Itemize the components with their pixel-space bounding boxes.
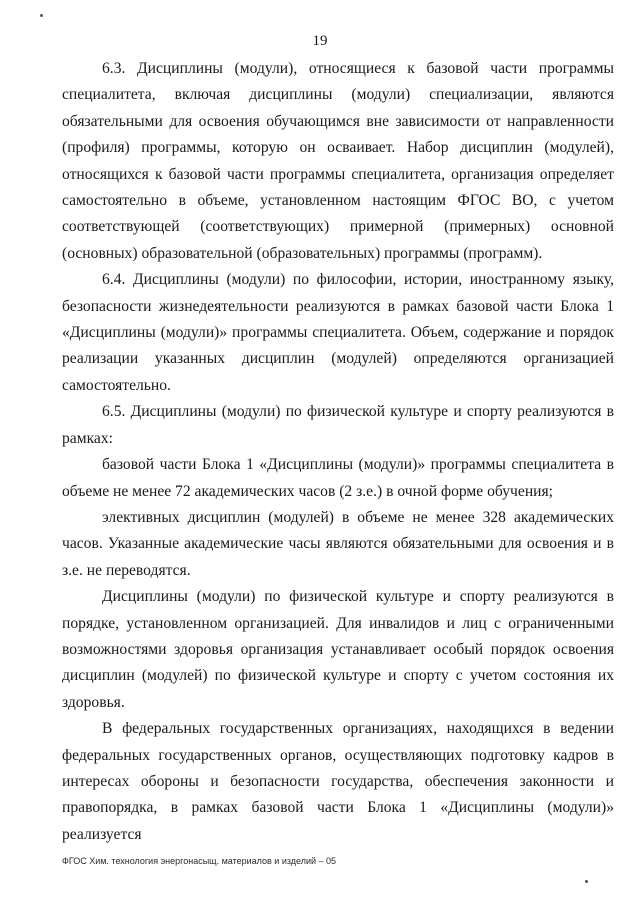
scan-speck (585, 880, 588, 883)
scan-speck (40, 14, 43, 17)
page-number: 19 (312, 33, 328, 49)
document-body (62, 56, 614, 848)
paragraph-federal-organizations: В федеральных государственных организациях, находящихся в ведении федеральных государственных органов, осуществляющих подготовку кадров в интересах обороны и безопасности государства, обеспечения законности и правопорядка, в рамках базовой части Блока 1 «Дисциплины (модули)» реализуется (62, 720, 614, 843)
document-footer: ФГОС Хим. технология энергонасыщ. материалов и изделий – 05 (62, 856, 337, 866)
paragraph-basic-part-hours: базовой части Блока 1 «Дисциплины (модули)» программы специалитета в объеме не менее 72 академических часов (2 з.е.) в очной форме обучения; (62, 456, 614, 500)
paragraph-6-3: 6.3. Дисциплины (модули), относящиеся к базовой части программы специалитета, включая дисциплины (модули) специализации, являются обязательными для освоения обучающимся вне зависимости от направленности (профиля) программы, которую он осваивает. Набор дисциплин (модулей), относящихся к базовой части программы специалитета, организация определяет самостоятельно в объеме, установленном настоящим ФГОС ВО, с учетом соответствующей (соответствующих) примерной (примерных) основной (основных) образовательной (образовательных) программы (программ). (62, 60, 614, 262)
paragraph-disabled-persons: Дисциплины (модули) по физической культуре и спорту реализуются в порядке, установленном организацией. Для инвалидов и лиц с ограниченными возможностями здоровья организация устанавливает особый порядок освоения дисциплин (модулей) по физической культуре и спорту с учетом состояния их здоровья. (62, 588, 614, 711)
paragraph-6-4: 6.4. Дисциплины (модули) по философии, истории, иностранному языку, безопасности жизнедеятельности реализуются в рамках базовой части Блока 1 «Дисциплины (модули)» программы специалитета. Объем, содержание и порядок реализации указанных дисциплин (модулей) определяются организацией самостоятельно. (62, 271, 614, 394)
paragraph-elective-hours: элективных дисциплин (модулей) в объеме не менее 328 академических часов. Указанные академические часы являются обязательными для освоения и в з.е. не переводятся. (62, 508, 614, 579)
paragraph-6-5: 6.5. Дисциплины (модули) по физической культуре и спорту реализуются в рамках: (62, 403, 614, 447)
